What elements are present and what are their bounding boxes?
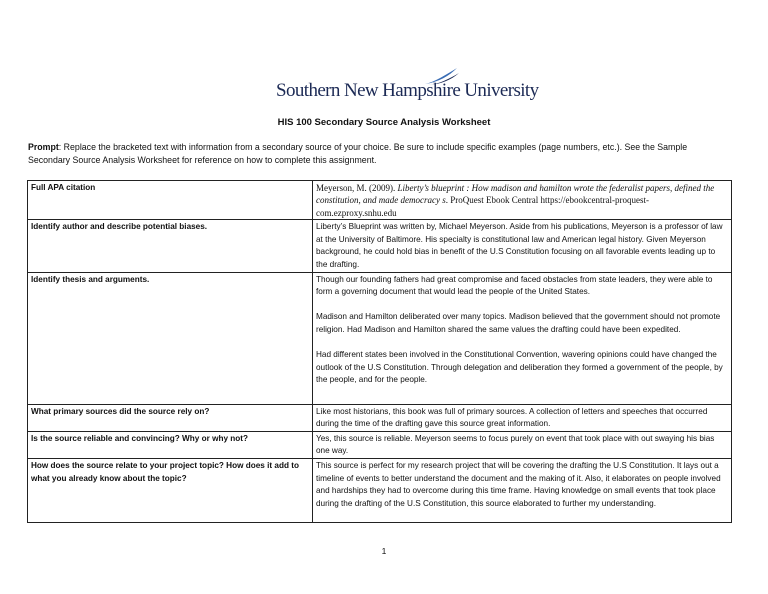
paragraph: Had different states been involved in the Constitutional Convention, wavering opinions could have changed the outlook of the U.S Constitution. Through delegation and deliberation they formed a government of the people, by the people, and for the people. <box>316 350 723 385</box>
logo-text: Southern New Hampshire University <box>276 80 539 101</box>
table-row <box>28 181 732 220</box>
row-label: Identify author and describe potential biases. <box>28 220 313 272</box>
prompt-label: Prompt <box>28 142 59 152</box>
row-label: What primary sources did the source rely on? <box>28 404 313 431</box>
paragraph: Like most historians, this book was full of primary sources. A collection of letters and speeches that occurred during the time of the drafting gave this source great information. <box>316 406 708 429</box>
row-content <box>313 404 732 431</box>
citation-title: Liberty’s blueprint : How madison and hamilton wrote the federalist papers, defined the constitution, and made democracy s <box>316 183 715 206</box>
prompt-text: : Replace the bracketed text with information from a secondary source of your choice. Be sure to include specific examples (page numbers, etc.). See the Sample Secondary Source Analysis Worksheet for reference on how to complete this assignment. <box>28 142 688 165</box>
paragraph: Though our founding fathers had great compromise and faced obstacles from state leaders, they were able to form a governing document that would lead the people of the United States. <box>316 274 713 297</box>
paragraph: Yes, this source is reliable. Meyerson seems to focus purely on event that took place with out swaying his bias one way. <box>316 433 715 456</box>
row-label: Identify thesis and arguments. <box>28 272 313 404</box>
page-title: HIS 100 Secondary Source Analysis Worksheet <box>277 117 491 128</box>
row-label: Full APA citation <box>28 181 313 220</box>
page-number: 1 <box>381 546 387 556</box>
row-label: Is the source reliable and convincing? Why or why not? <box>28 431 313 458</box>
row-content <box>313 431 732 458</box>
row-content <box>313 458 732 522</box>
university-logo <box>276 66 539 106</box>
table-row <box>28 272 732 404</box>
paragraph: Liberty’s Blueprint was written by, Michael Meyerson. Aside from his publications, Meyerson is a professor of law at the University of Baltimore. His specialty is constitutional law and American legal history. Given Meyerson background, he could hold bias in benefit of the U.S Constitution focusing on all favorable events leading up to the drafting. <box>316 222 723 269</box>
paragraph: Madison and Hamilton deliberated over many topics. Madison believed that the government should not promote religion. Had Madison and Hamilton shared the same values the drafting could have been expedited. <box>316 312 721 334</box>
table-row <box>28 404 732 431</box>
table-row <box>28 220 732 272</box>
prompt <box>28 141 728 167</box>
row-content <box>313 272 732 404</box>
citation-cell <box>313 181 732 220</box>
row-label: How does the source relate to your project topic? How does it add to what you already know about the topic? <box>28 458 313 522</box>
citation-rest: . ProQuest Ebook Central https://ebookcentral-proquest-com.ezproxy.snhu.edu <box>316 195 649 218</box>
table-row <box>28 431 732 458</box>
table-row <box>28 458 732 522</box>
row-content <box>313 220 732 272</box>
citation-author: Meyerson, M. (2009). <box>316 183 398 193</box>
paragraph: This source is perfect for my research project that will be covering the drafting the U.S Constitution. It lays out a timeline of events to better understand the document and the making of it. Also, it elaborates on people involved and hardships they had to overcome during this time frame. Having knowledge on small events that took place during the drafting of the U.S Constitution, this source elaborated to further my understanding. <box>316 460 721 508</box>
worksheet-table <box>27 180 732 523</box>
